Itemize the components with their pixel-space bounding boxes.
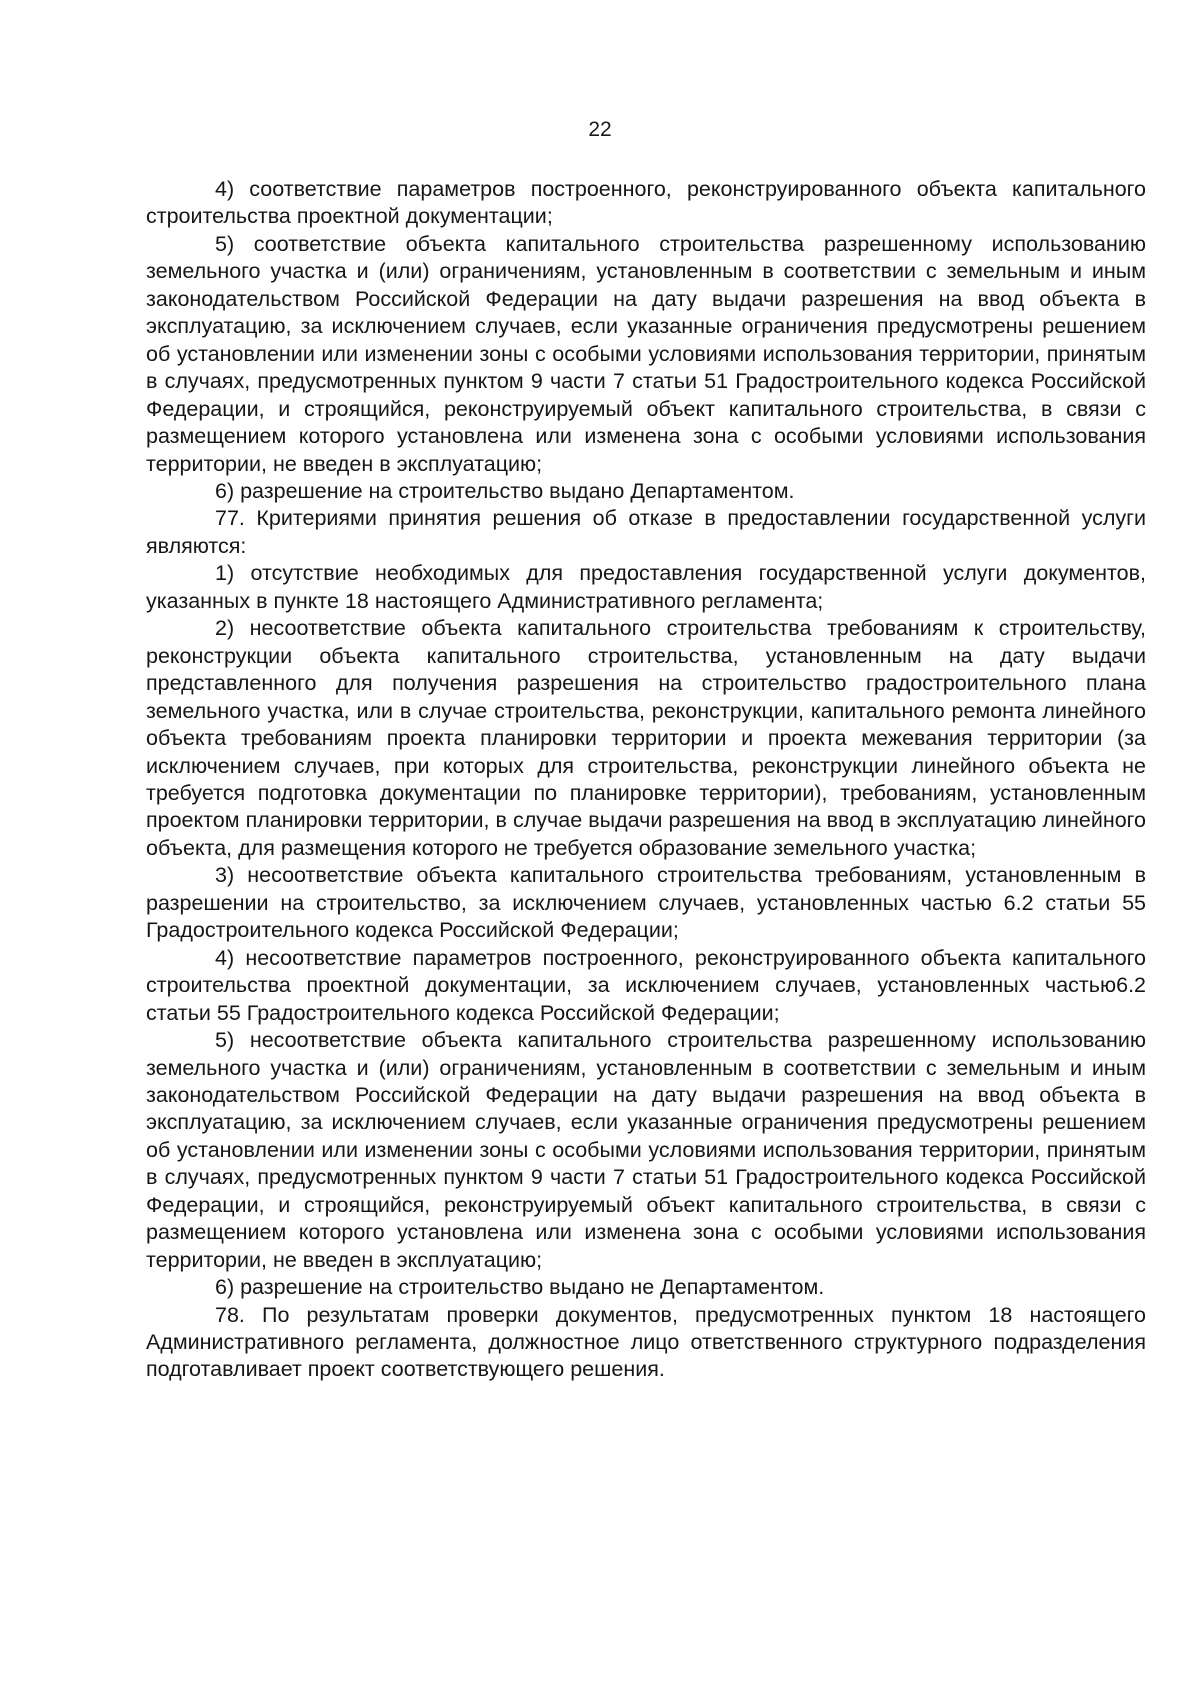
page-number: 22 xyxy=(588,118,612,141)
paragraph-refusal-1-missing-documents: 1) отсутствие необходимых для предоставления государственной услуги документов, указанных в пункте 18 настоящего Административного регламента; xyxy=(146,561,1146,613)
paragraph-clause-78: 78. По результатам проверки документов, предусмотренных пунктом 18 настоящего Административного регламента, должностное лицо ответственного структурного подразделения подготавливает проект соответствующего решения. xyxy=(146,1302,1146,1382)
paragraph-item-4-compliance-parameters: 4) соответствие параметров построенного, реконструированного объекта капитального строительства проектной документации; xyxy=(146,177,1146,229)
paragraph-refusal-6-permit-not-by-department: 6) разрешение на строительство выдано не Департаментом. xyxy=(215,1275,825,1300)
document-body xyxy=(146,176,1146,1384)
paragraph-refusal-4-noncompliance-parameters: 4) несоответствие параметров построенного, реконструированного объекта капитального строительства проектной документации, за исключением случаев, установленных частью6.2 статьи 55 Градостроительного кодекса Российской Федерации; xyxy=(146,945,1146,1025)
paragraph-item-5-compliance-land-use: 5) соответствие объекта капитального строительства разрешенному использованию земельного участка и (или) ограничениям, установленным в соответствии с земельным и иным законодательством Российской Федерации на дату выдачи разрешения на ввод объекта в эксплуатацию, за исключением случаев, если указанные ограничения предусмотрены решением об установлении или изменении зоны с особыми условиями использования территории, принятым в случаях, предусмотренных пунктом 9 части 7 статьи 51 Градостроительного кодекса Российской Федерации, и строящийся, реконструируемый объект капитального строительства, в связи с размещением которого установлена или изменена зона с особыми условиями использования территории, не введен в эксплуатацию; xyxy=(146,231,1146,476)
paragraph-refusal-2-noncompliance-gpzu: 2) несоответствие объекта капитального строительства требованиям к строительству, реконструкции объекта капитального строительства, установленным на дату выдачи представленного для получения разрешения на строительство градостроительного плана земельного участка, или в случае строительства, реконструкции, капитального ремонта линейного объекта требованиям проекта планировки территории и проекта межевания территории (за исключением случаев, при которых для строительства, реконструкции линейного объекта не требуется подготовка документации по планировке территории), требованиям, установленным проектом планировки территории, в случае выдачи разрешения на ввод в эксплуатацию линейного объекта, для размещения которого не требуется образование земельного участка; xyxy=(146,616,1146,860)
paragraph-refusal-3-noncompliance-permit: 3) несоответствие объекта капитального строительства требованиям, установленным в разрешении на строительство, за исключением случаев, установленных частью 6.2 статьи 55 Градостроительного кодекса Российской Федерации; xyxy=(146,863,1146,943)
paragraph-refusal-5-noncompliance-land-use: 5) несоответствие объекта капитального строительства разрешенному использованию земельного участка и (или) ограничениям, установленным в соответствии с земельным и иным законодательством Российской Федерации на дату выдачи разрешения на ввод объекта в эксплуатацию, за исключением случаев, если указанные ограничения предусмотрены решением об установлении или изменении зоны с особыми условиями использования территории, принятым в случаях, предусмотренных пунктом 9 части 7 статьи 51 Градостроительного кодекса Российской Федерации, и строящийся, реконструируемый объект капитального строительства, в связи с размещением которого установлена или изменена зона с особыми условиями использования территории, не введен в эксплуатацию; xyxy=(146,1028,1146,1272)
paragraph-clause-77: 77. Критериями принятия решения об отказе в предоставлении государственной услуги являются: xyxy=(146,506,1146,558)
paragraph-item-6-permit-by-department: 6) разрешение на строительство выдано Департаментом. xyxy=(215,478,795,503)
